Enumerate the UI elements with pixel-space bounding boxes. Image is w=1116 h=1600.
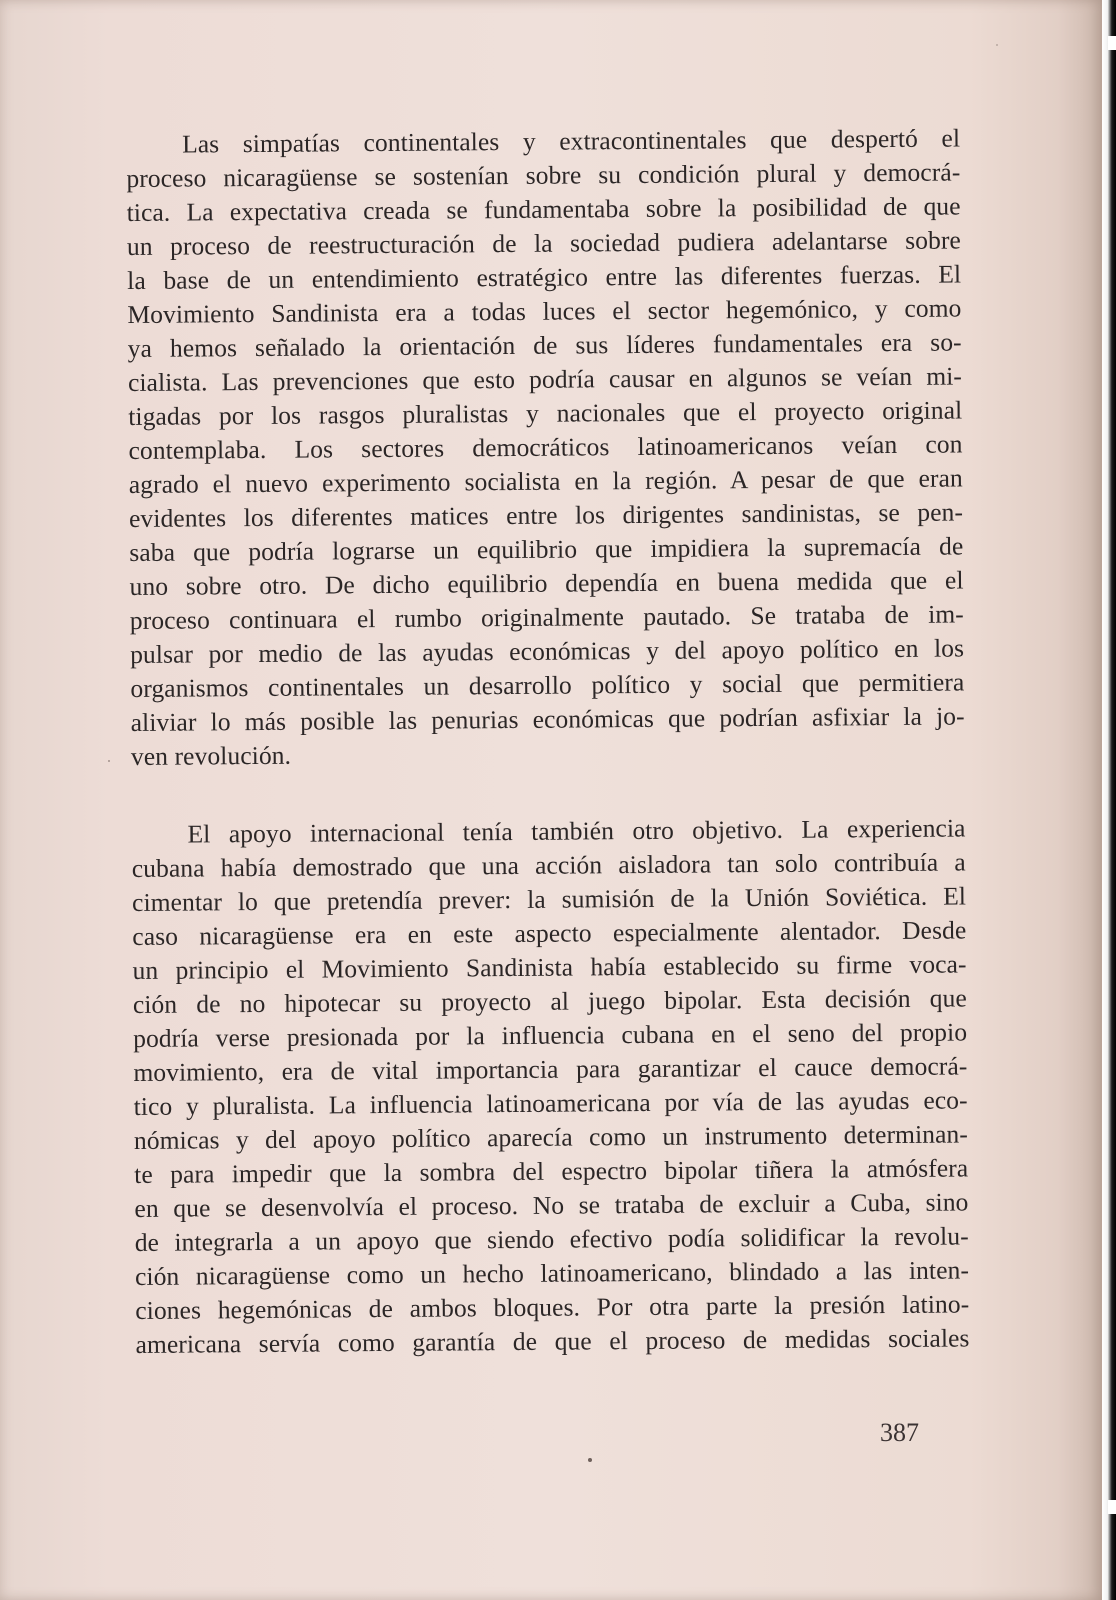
text-line: nómicas y del apoyo político aparecía como un instrumento determinan- bbox=[133, 1119, 969, 1155]
text-line: aliviar lo más posible las penurias económicas que podrían asfixiar la jo- bbox=[130, 701, 965, 737]
text-line: podría verse presionada por la influencia cubana en el seno del propio bbox=[133, 1017, 968, 1053]
text-line: pulsar por medio de las ayudas económicas y del apoyo político en los bbox=[130, 633, 965, 669]
text-line: tico y pluralista. La influencia latinoamericana por vía de las ayudas eco- bbox=[133, 1085, 968, 1121]
text-line: uno sobre otro. De dicho equilibrio dependía en buena medida que el bbox=[129, 565, 964, 601]
text-line: ción nicaragüense como un hecho latinoamericano, blindado a las inten- bbox=[134, 1255, 970, 1291]
text-line: ya hemos señalado la orientación de sus líderes fundamentales era so- bbox=[127, 327, 962, 363]
text-line: El apoyo internacional tenía también otro objetivo. La experiencia bbox=[187, 813, 966, 849]
text-line: organismos continentales un desarrollo político y social que permitiera bbox=[130, 667, 965, 703]
text-line: saba que podría lograrse un equilibrio que impidiera la supremacía de bbox=[129, 531, 964, 567]
text-line: agrado el nuevo experimento socialista en la región. A pesar de que eran bbox=[128, 463, 963, 499]
page-number: 387 bbox=[880, 1418, 919, 1447]
text-line: evidentes los diferentes matices entre los dirigentes sandinistas, se pen- bbox=[128, 497, 964, 533]
ink-speck bbox=[588, 1458, 592, 1462]
body-text bbox=[126, 121, 970, 1362]
text-line: ciones hegemónicas de ambos bloques. Por otra parte la presión latino- bbox=[135, 1289, 970, 1325]
text-line: ción de no hipotecar su proyecto al juego bipolar. Esta decisión que bbox=[132, 983, 967, 1019]
text-line: un principio el Movimiento Sandinista había establecido su firme voca- bbox=[132, 949, 967, 985]
paragraph-2 bbox=[131, 811, 969, 1362]
text-line: tica. La expectativa creada se fundamentaba sobre la posibilidad de que bbox=[126, 191, 961, 227]
text-line: cimentar lo que pretendía prever: la sumisión de la Unión Soviética. El bbox=[131, 881, 967, 917]
text-line: proceso nicaragüense se sostenían sobre su condición plural y democrá- bbox=[126, 157, 961, 193]
text-line: de integrarla a un apoyo que siendo efectivo podía solidificar la revolu- bbox=[134, 1221, 969, 1257]
text-line: un proceso de reestructuración de la sociedad pudiera adelantarse sobre bbox=[126, 225, 962, 261]
paragraph-1 bbox=[126, 121, 965, 774]
text-line: contemplaba. Los sectores democráticos latinoamericanos veían con bbox=[128, 429, 963, 465]
text-line: te para impedir que la sombra del espectro bipolar tiñera la atmósfera bbox=[134, 1153, 969, 1189]
text-line: americana servía como garantía de que el proceso de medidas sociales bbox=[135, 1323, 970, 1359]
page-edge-shadow bbox=[1102, 0, 1116, 1600]
text-line: caso nicaragüense era en este aspecto especialmente alentador. Desde bbox=[132, 915, 967, 951]
ink-speck bbox=[996, 44, 998, 46]
text-line: Las simpatías continentales y extracontinentales que despertó el bbox=[182, 123, 961, 159]
text-line: en que se desenvolvía el proceso. No se trataba de excluir a Cuba, sino bbox=[134, 1187, 969, 1223]
text-line: cubana había demostrado que una acción aisladora tan solo contribuía a bbox=[131, 847, 966, 883]
text-line: movimiento, era de vital importancia para garantizar el cauce democrá- bbox=[133, 1051, 968, 1087]
text-line: tigadas por los rasgos pluralistas y nacionales que el proyecto original bbox=[128, 395, 963, 431]
text-line: cialista. Las prevenciones que esto podría causar en algunos se veían mi- bbox=[127, 361, 963, 397]
text-line: la base de un entendimiento estratégico entre las diferentes fuerzas. El bbox=[127, 259, 962, 295]
text-line: Movimiento Sandinista era a todas luces el sector hegemónico, y como bbox=[127, 293, 962, 329]
text-line: proceso continuara el rumbo originalmente pautado. Se trataba de im- bbox=[129, 599, 964, 635]
text-line: ven revolución. bbox=[130, 740, 292, 771]
ink-speck bbox=[108, 760, 110, 762]
